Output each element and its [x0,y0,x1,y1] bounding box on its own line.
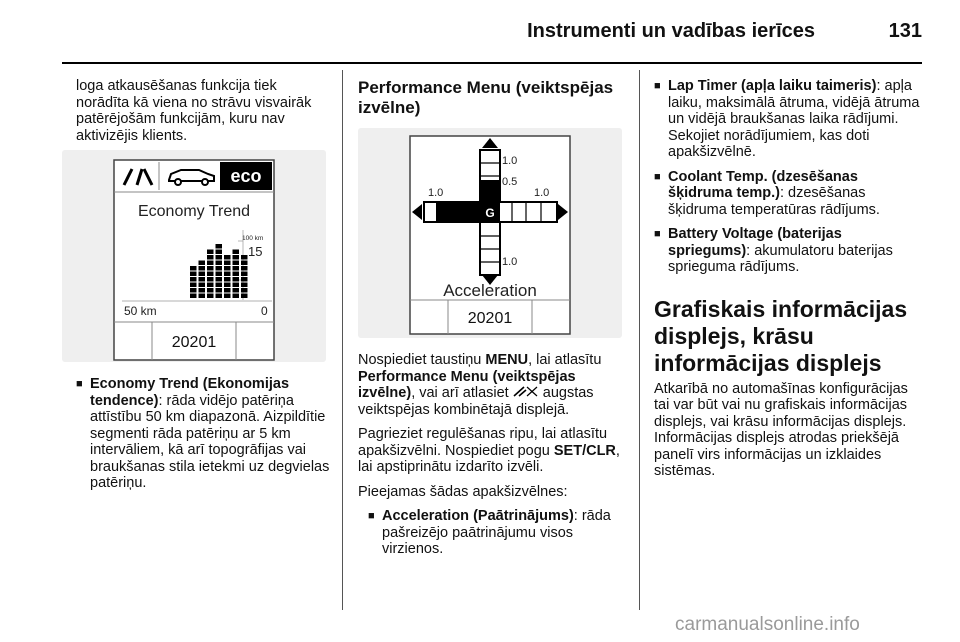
acceleration-title: Acceleration [443,281,537,300]
trend-segment [216,283,223,288]
trend-segment [190,294,197,299]
center-g-label: G [485,206,495,220]
trend-segment [199,261,206,266]
acceleration-figure [358,128,622,338]
dial-instruction-paragraph: Pagrieziet regulēšanas ripu, lai atlasītu apakšizvēlni. Nospiediet pogu SET/CLR, lai apstiprinātu izdarīto izvēli. [358,426,620,475]
trend-segment [207,294,214,299]
trend-segment [224,261,231,266]
trend-segment [233,277,240,282]
coolant-temp-bullet: ■ Coolant Temp. (dzesēšanas šķidruma temp.): dzesēšanas šķidruma temperatūras rādījums. [654,169,926,219]
economy-trend-bullet [76,376,332,492]
trend-segment [199,288,206,293]
economy-trend-figure [62,150,326,362]
trend-segment [207,288,214,293]
trend-segment [233,283,240,288]
trend-segment [224,255,231,260]
trend-segment [199,272,206,277]
trend-segment [241,288,248,293]
left-column [76,78,332,152]
trend-segment [233,272,240,277]
trend-segment [216,261,223,266]
trend-segment [207,266,214,271]
trend-segment [241,266,248,271]
trend-segment [190,288,197,293]
axis-left-label: 50 km [124,304,157,318]
scale-max: 15 [248,244,263,259]
bullet-term: Economy Trend (Ekonomijas tendence) [90,376,290,409]
submenus-intro: Pieejamas šādas apakšizvēlnes: [358,483,568,500]
trend-segment [241,261,248,266]
trend-segment [190,266,197,271]
trend-segment [207,261,214,266]
right-label: 1.0 [534,187,550,199]
middle-column [358,78,628,128]
trend-segment [241,255,248,260]
column-divider-right [639,70,640,610]
trend-segment [224,294,231,299]
intro-paragraph: loga atkausēšanas funkcija tiek norādīta kā viena no strāvu visvairāk patērējošām funkcijām, kuru nav aktivizējis klients. [76,78,312,144]
economy-trend-display [62,150,326,362]
trend-segment [216,266,223,271]
odometer-reading: 20201 [171,334,217,351]
trend-segment [199,283,206,288]
trend-segment [216,255,223,260]
acceleration-odometer: 20201 [467,310,513,327]
acceleration-bullet: ■ Acceleration (Paātrinājums): rāda pašreizējo paātrinājumu visos virzienos. [368,508,630,558]
trend-segment [207,272,214,277]
trend-segment [216,250,223,255]
trend-segment [216,294,223,299]
performance-flag-icon [513,385,539,397]
left-column-lower [76,376,332,500]
trend-segment [224,283,231,288]
top-label-2: 0.5 [502,176,518,188]
trend-segment [224,272,231,277]
trend-segment [207,250,214,255]
trend-segment [241,294,248,299]
page-number: 131 [888,20,922,42]
trend-segment [190,272,197,277]
trend-segment [216,277,223,282]
column-divider-left [342,70,343,610]
battery-voltage-bullet: ■ Battery Voltage (baterijas spriegums): akumulatoru baterijas sprieguma rādījums. [654,226,926,276]
trend-segment [207,255,214,260]
middle-column-lower [358,352,630,566]
acceleration-display [358,128,622,338]
graphic-display-heading: Grafiskais informācijas displejs, krāsu informācijas displejs [654,295,908,376]
trend-segment [216,244,223,249]
trend-segment [241,283,248,288]
top-label-1: 1.0 [502,155,518,167]
right-column [654,78,926,488]
trend-segment [233,261,240,266]
bullet-text: : rāda vidējo patēriņa attīstību 50 km diapazonā. Aizpildītie segmenti rāda patēriņu ar 5 km intervāliem, kā arī topogrāfijas vai braukšanas stila ietekmi uz degvielas patēriņu. [90,392,330,491]
performance-menu-heading: Performance Menu (veiktspējas izvēlne) [358,78,614,117]
trend-segment [233,288,240,293]
trend-segment [190,277,197,282]
scale-label: 100 km [242,235,264,242]
trend-segment [199,294,206,299]
graphic-display-paragraph: Atkarībā no automašīnas konfigurācijas tai var būt vai nu grafiskais informācijas displejs, vai krāsu informācijas displejs. Informācijas displejs atrodas priekšējā panelī virs informācijas un izklaides sistēmas. [654,380,908,479]
watermark: carmanualsonline.info [675,614,860,635]
trend-segment [199,266,206,271]
trend-segment [216,288,223,293]
trend-segment [224,288,231,293]
trend-segment [233,294,240,299]
header-title: Instrumenti un vadības ierīces [527,20,815,42]
menu-instruction-paragraph: Nospiediet taustiņu MENU, lai atlasītu Performance Menu (veiktspējas izvēlne), vai arī atlasiet augstas veiktspējas kombinētajā displejā. [358,352,602,418]
trend-segment [241,272,248,277]
bottom-label: 1.0 [502,256,518,268]
trend-segment [224,266,231,271]
page-header [0,12,960,52]
axis-right-label: 0 [261,304,268,318]
trend-segment [241,277,248,282]
trend-segment [199,277,206,282]
trend-segment [207,277,214,282]
economy-trend-title: Economy Trend [137,203,251,220]
trend-segment [190,283,197,288]
lap-timer-bullet: ■ Lap Timer (apļa laiku taimeris): apļa laiku, maksimālā ātruma, vidējā ātruma un vidējā braukšanas laika rādījumi. Sekojiet norādījumiem, kas doti apakšizvēlnē. [654,78,926,161]
eco-label: eco [230,166,262,186]
trend-segment [233,255,240,260]
trend-segment [216,272,223,277]
header-rule [62,62,922,64]
trend-segment [233,266,240,271]
trend-segment [207,283,214,288]
trend-segment [224,277,231,282]
left-label: 1.0 [428,187,444,199]
trend-segment [233,250,240,255]
